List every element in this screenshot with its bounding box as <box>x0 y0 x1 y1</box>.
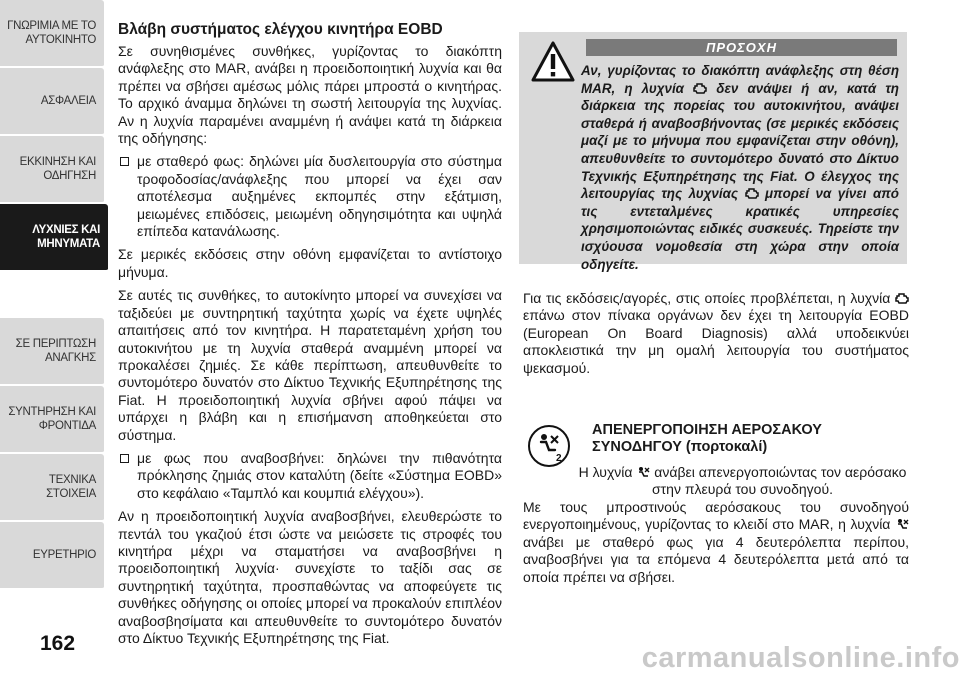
watermark: carmanualsonline.info <box>641 642 960 674</box>
paragraph: Σε μερικές εκδόσεις στην οθόνη εμφανίζεται το αντίστοιχο μήνυμα. <box>118 246 502 280</box>
engine-check-icon <box>693 82 707 95</box>
sidebar-tab-safety[interactable]: ΑΣΦΑΛΕΙΑ <box>0 68 104 136</box>
warning-text-part: μπορεί να γίνει από τις εντεταλμένες κρατικές υπηρεσίες χρησιμοποιώντας ειδικές συσκευές. Τηρείστε την ισχύουσα νομοθεσία στη χώρα στην οποία οδηγείτε. <box>581 186 899 272</box>
warning-text-part: δεν ανάψει ή αν, κατά τη διάρκεια της πορείας του αυτοκινήτου, ανάψει σταθερά ή αναβοσβήνοντας (σε μερικές εκδόσεις μαζί με το μήνυμα που εμφανίζεται στην οθόνη), απευθυνθείτε το συντομότερο δυνατό στο Δίκτυο Τεχνικής Εξυπηρέτησης της Fiat. Ο έλεγχος της λειτουργίας της λυχνίας <box>581 80 899 202</box>
engine-check-icon <box>745 187 759 200</box>
sidebar-tab-index[interactable]: ΕΥΡΕΤΗΡΙΟ <box>0 522 104 590</box>
text-part: επάνω στον πίνακα οργάνων δεν έχει τη λειτουργία EOBD (European On Board Diagnosis) αλλά υποδεικνύει αποκλειστικά την μη ομαλή λειτουργία του συστήματος ψεκασμού. <box>523 307 909 376</box>
bullet-text: με φως που αναβοσβήνει: δηλώνει την πιθανότητα πρόκλησης ζημιάς στον καταλύτη (δείτε «Σύστημα EOBD» στο κεφάλαιο «Ταμπλό και κουμπιά ελέγχου»). <box>137 449 502 501</box>
sidebar-tab-starting-driving[interactable]: ΕΚΚΙΝΗΣΗ ΚΑΙ ΟΔΗΓΗΣΗ <box>0 136 104 204</box>
paragraph: Σε αυτές τις συνθήκες, το αυτοκίνητο μπορεί να συνεχίσει να ταξιδεύει με συντηρητική ταχύτητα χωρίς να έχετε υψηλές απαιτήσεις από τον κινητήρα. Η παρατεταμένη χρήση του αυτοκινήτου με τη λυχνία σταθερά αναμμένη μπορεί να προκαλέσει ζημιές. Σε κάθε περίπτωση, απευθυνθείτε το συντομότερο δυνατόν στο Δίκτυο Τεχνικής Εξυπηρέτησης της Fiat. Η προειδοποιητική λυχνία σβήνει αφού πάψει να υπάρχει η βλάβη και η επισήμανση αποθηκεύεται στο σύστημα. <box>118 287 502 443</box>
bullet-item <box>118 450 502 502</box>
warning-text <box>529 62 899 273</box>
bullet-item <box>118 153 502 240</box>
paragraph: Σε συνηθισμένες συνθήκες, γυρίζοντας το διακόπτη ανάφλεξης στο MAR, ανάβει η προειδοποιητική λυχνία και θα πρέπει να σβήσει αμέσως μόλις πάρει μπροστά ο κινητήρας. Το αρχικό άναμμα δηλώνει τη σωστή λειτουργία της λυχνίας. Αν η λυχνία παραμένει αναμμένη ή ανάψει κατά τη διάρκεια της οδήγησης: <box>118 43 502 147</box>
text-part: ανάβει με σταθερό φως για 4 δευτερόλεπτα περίπου, αναβοσβήνει για τα επόμενα 4 δευτερόλεπτα μετά από τα οποία πρέπει να σβήσει. <box>523 533 909 585</box>
paragraph <box>523 290 909 377</box>
section-title-airbag <box>592 422 912 456</box>
sidebar-tab-technical-data[interactable]: ΤΕΧΝΙΚΑ ΣΤΟΙΧΕΙΑ <box>0 454 104 522</box>
airbag-small-icon <box>895 518 909 531</box>
paragraph <box>576 464 909 499</box>
sidebar-tab-emergency[interactable]: ΣΕ ΠΕΡΙΠΤΩΣΗ ΑΝΑΓΚΗΣ <box>0 318 104 386</box>
airbag-subtitle-line: ΣΥΝΟΔΗΓΟΥ (πορτοκαλί) <box>592 439 768 455</box>
text-part: ανάβει απενεργοποιώντας τον αερόσακο στην πλευρά του συνοδηγού. <box>651 464 907 498</box>
text-part: Για τις εκδόσεις/αγορές, στις οποίες προβλέπεται, η λυχνία <box>523 290 891 306</box>
left-column <box>118 20 502 653</box>
sidebar-tab-getting-to-know[interactable]: ΓΝΩΡΙΜΙΑ ΜΕ ΤΟ ΑΥΤΟΚΙΝΗΤΟ <box>0 0 104 68</box>
text-part: Με τους μπροστινούς αερόσακους του συνοδηγού ενεργοποιημένους, γυρίζοντας το κλειδί στο MAR, η λυχνία <box>523 499 909 533</box>
section-title-eobd: Βλάβη συστήματος ελέγχου κινητήρα EOBD <box>118 21 443 38</box>
right-column-eobd-note <box>523 290 909 377</box>
airbag-title-line: ΑΠΕΝΕΡΓΟΠΟΙΗΣΗ ΑΕΡΟΣΑΚΟΥ <box>592 422 822 438</box>
airbag-paragraph-2 <box>523 499 909 586</box>
warning-text-part: Αν, γυρίζοντας το διακόπτη ανάφλεξης στη θέση MAR, η λυχνία <box>581 63 899 96</box>
bullet-text: με σταθερό φως: δηλώνει μία δυσλειτουργία στο σύστημα τροφοδοσίας/ανάφλεξης που μπορεί να έχει σαν αποτέλεσμα αυξημένες εκπομπές στην εξάτμιση, μειωμένες επιδόσεις, μειωμένη οδηγησιμότητα και υψηλά επίπεδα κατανάλωσης. <box>137 153 502 240</box>
airbag-small-icon <box>636 466 650 479</box>
bullet-box-icon <box>120 157 129 166</box>
airbag-off-icon <box>527 424 571 468</box>
sidebar-tab-warning-lights[interactable]: ΛΥΧΝΙΕΣ ΚΑΙ ΜΗΝΥΜΑΤΑ <box>0 204 108 272</box>
sidebar-tab-maintenance[interactable]: ΣΥΝΤΗΡΗΣΗ ΚΑΙ ΦΡΟΝΤΙΔΑ <box>0 386 104 454</box>
bullet-box-icon <box>120 454 129 463</box>
chapter-sidebar <box>0 0 104 677</box>
warning-box <box>519 32 907 272</box>
text-part: Η λυχνία <box>578 464 633 480</box>
page-number: 162 <box>40 632 76 655</box>
engine-check-icon <box>895 292 909 305</box>
paragraph <box>523 499 909 586</box>
paragraph: Αν η προειδοποιητική λυχνία αναβοσβήνει, ελευθερώστε το πεντάλ του γκαζιού έτσι ώστε να μειώσετε τις στροφές του κινητήρα μέχρι να σταματήσει να αναβοσβήνει η προειδοποιητική λυχνία· συνεχίστε το ταξίδι σας σε συντηρητική ταχύτητα, προσπαθώντας να αποφεύγετε τις συνθήκες οδήγησης οι οποίες μπορεί να προκαλούν επιπλέον αναβοσβησίματα και απευθυνθείτε το συντομότερο δυνατόν στο Δίκτυο Τεχνικής Εξυπηρέτησης της Fiat. <box>118 508 502 646</box>
warning-heading: ΠΡΟΣΟΧΗ <box>586 39 897 56</box>
airbag-paragraph-1 <box>576 464 909 499</box>
svg-text:2: 2 <box>556 453 562 464</box>
